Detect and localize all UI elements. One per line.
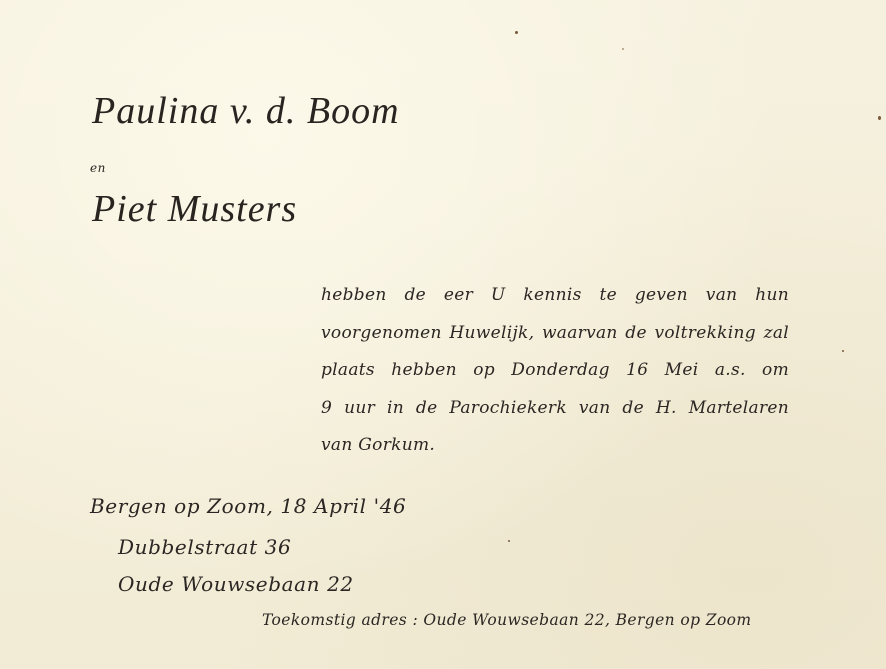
- future-address: Toekomstig adres : Oude Wouwsebaan 22, Bergen op Zoom: [262, 611, 752, 629]
- bride-name: Paulina v. d. Boom: [92, 90, 400, 132]
- body-line: voorgenomen Huwelijk, waarvan de voltrekking zal: [321, 322, 789, 343]
- body-line: hebben de eer U kennis te geven van hun: [321, 285, 789, 305]
- paper-speck: [622, 48, 624, 50]
- groom-name: Piet Musters: [92, 188, 298, 230]
- home-address: Dubbelstraat 36: [118, 535, 292, 559]
- paper-speck: [842, 350, 844, 352]
- paper-speck: [508, 540, 510, 542]
- paper-speck: [878, 116, 881, 120]
- home-address: Oude Wouwsebaan 22: [118, 572, 354, 596]
- body-line: plaats hebben op Donderdag 16 Mei a.s. om: [321, 360, 789, 380]
- place-and-date: Bergen op Zoom, 18 April '46: [90, 494, 407, 518]
- paper-speck: [515, 31, 518, 34]
- conjunction-text: en: [90, 161, 106, 175]
- body-line: 9 uur in de Parochiekerk van de H. Martelaren: [321, 397, 789, 418]
- body-line: van Gorkum.: [321, 435, 436, 455]
- announcement-body: [321, 282, 789, 470]
